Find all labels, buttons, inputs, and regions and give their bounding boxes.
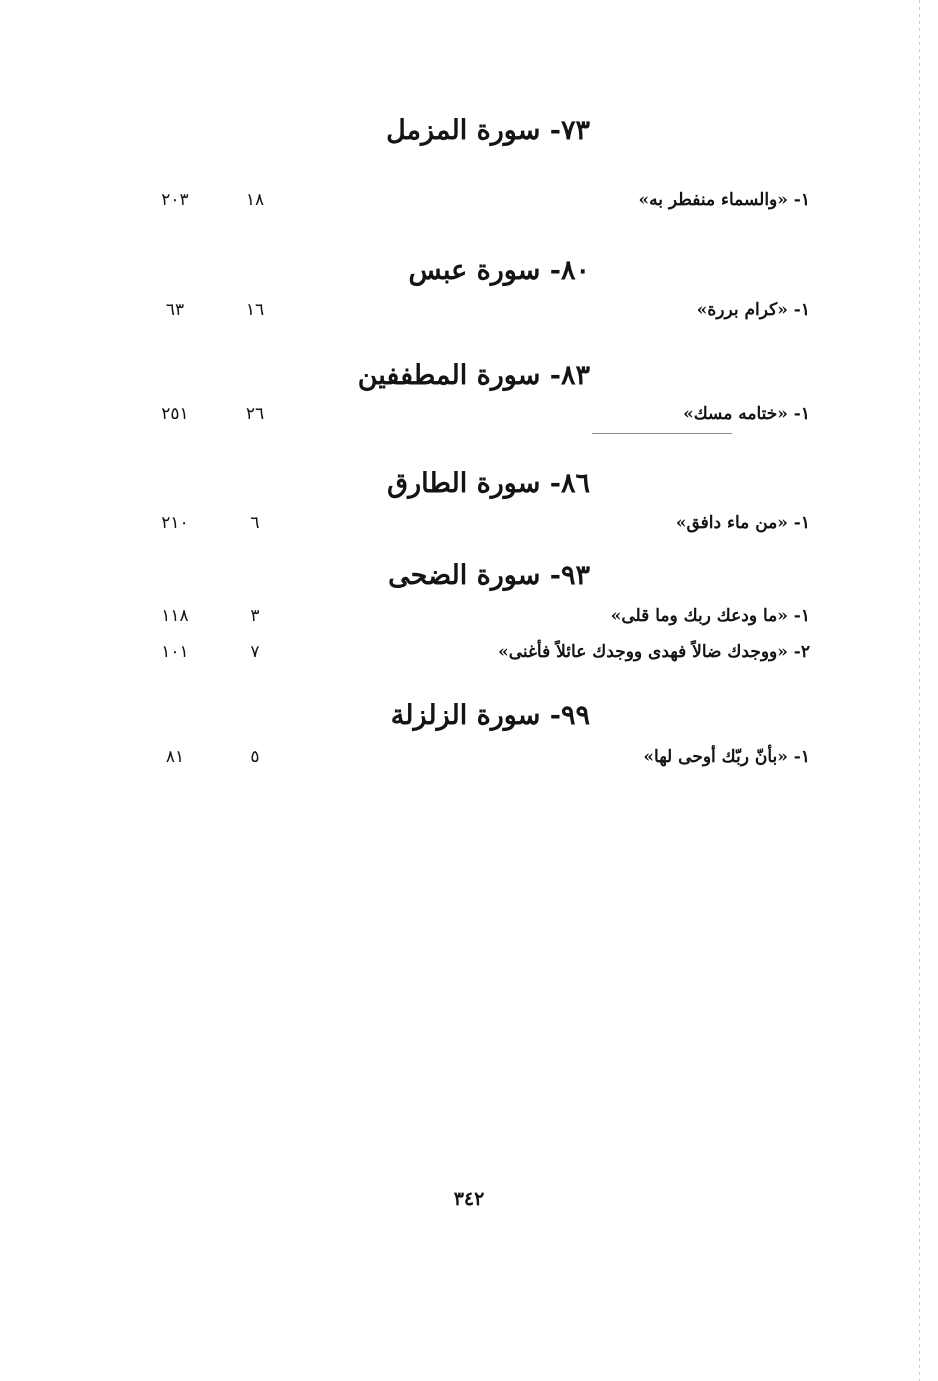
scan-edge-line xyxy=(919,0,920,1381)
index-entry xyxy=(130,639,810,665)
divider-rule xyxy=(592,433,732,434)
verse-number: ٦ xyxy=(250,513,260,533)
index-entry xyxy=(130,510,810,536)
page-reference: ٢١٠ xyxy=(161,513,189,533)
index-entry xyxy=(130,297,810,323)
index-entry xyxy=(130,187,810,213)
index-entry xyxy=(130,744,810,770)
surah-title: ٧٣- سورة المزمل xyxy=(386,115,590,146)
surah-title: ٨٦- سورة الطارق xyxy=(387,468,590,499)
verse-number: ٢٦ xyxy=(245,404,265,424)
entry-text: ١- «ما ودعك ربك وما قلى» xyxy=(610,606,810,626)
page-reference: ٢٠٣ xyxy=(161,190,189,210)
surah-title: ٨٠- سورة عبس xyxy=(408,255,590,286)
surah-title: ٨٣- سورة المطففين xyxy=(357,360,590,391)
entry-text: ١- «كرام بررة» xyxy=(696,300,810,320)
surah-title: ٩٩- سورة الزلزلة xyxy=(390,700,590,731)
page-reference: ٢٥١ xyxy=(161,404,189,424)
index-entry xyxy=(130,401,810,427)
page-reference: ٦٣ xyxy=(165,300,185,320)
surah-title: ٩٣- سورة الضحى xyxy=(388,560,590,591)
page-reference: ١١٨ xyxy=(161,606,189,626)
entry-text: ١- «ختامه مسك» xyxy=(683,404,810,424)
verse-number: ٧ xyxy=(250,642,260,662)
page-number: ٣٤٢ xyxy=(453,1188,485,1210)
page-reference: ٨١ xyxy=(165,747,185,767)
verse-number: ٣ xyxy=(250,606,260,626)
entry-text: ٢- «ووجدك ضالاً فهدى ووجدك عائلاً فأغنى» xyxy=(498,642,810,662)
page-reference: ١٠١ xyxy=(161,642,189,662)
index-entry xyxy=(130,603,810,629)
verse-number: ١٨ xyxy=(245,190,265,210)
entry-text: ١- «من ماء دافق» xyxy=(675,513,810,533)
verse-number: ١٦ xyxy=(245,300,265,320)
entry-text: ١- «بأنّ ربّك أوحى لها» xyxy=(643,747,810,767)
entry-text: ١- «والسماء منفطر به» xyxy=(638,190,810,210)
verse-number: ٥ xyxy=(250,747,260,767)
